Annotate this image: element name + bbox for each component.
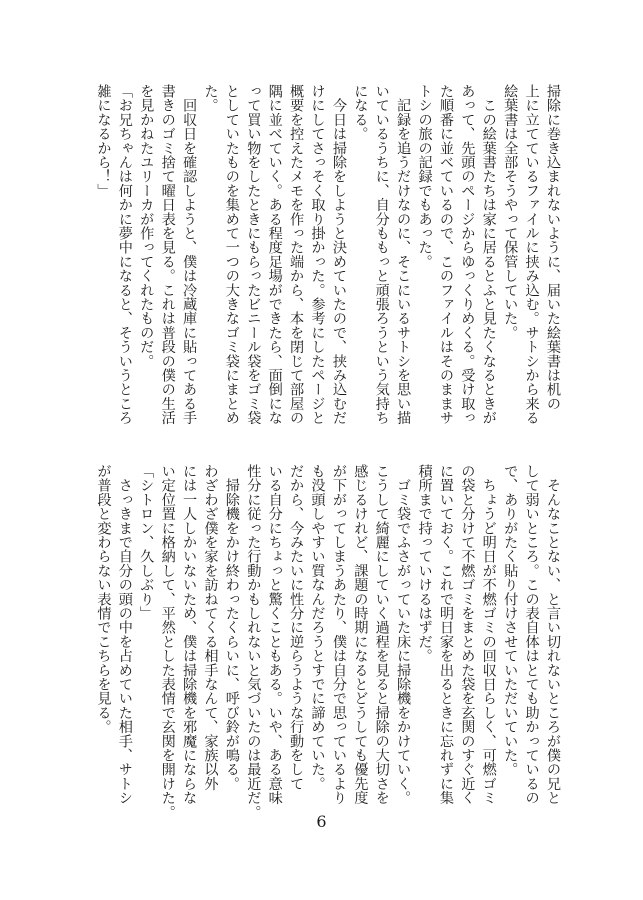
text-line: トシの旅の記録でもあった。 bbox=[416, 84, 433, 269]
text-line: としていたものを集めて一つの大きなゴミ袋にまとめ bbox=[223, 84, 240, 425]
text-line: 「お兄ちゃんは何かに夢中になると、そういうところ bbox=[116, 84, 133, 425]
text-line: 書きのゴミ捨て曜日表を見る。これは普段の僕の生活 bbox=[159, 84, 176, 425]
text-line: 絵葉書は全部そうやって保管していた。 bbox=[502, 84, 519, 340]
text-line: の袋と分けて不燃ゴミをまとめた袋を玄関のすぐ近く bbox=[459, 464, 476, 805]
text-line: で、ありがたく貼り付けさせていただいていた。 bbox=[502, 464, 519, 777]
text-line: 隅に並べていく。ある程度足場ができたら、面倒にな bbox=[266, 84, 283, 425]
text-line: いているうちに、自分ももっと頑張ろうという気持ち bbox=[373, 84, 390, 425]
text-line: 概要を控えたメモを作った端から、本を閉じて部屋の bbox=[288, 84, 305, 425]
text-line: になる。 bbox=[352, 84, 369, 141]
text-line: た。 bbox=[202, 84, 219, 113]
text-line: 「シトロン、久しぶり」 bbox=[138, 464, 155, 621]
text-column-top bbox=[83, 84, 563, 424]
text-line: が下がってしまうあたり、僕は自分で思っているより bbox=[330, 464, 347, 805]
text-line: けにしてさっそく取り掛かった。参考にしたページと bbox=[309, 84, 326, 425]
text-line: って買い物をしたときにもらったビニール袋をゴミ袋 bbox=[245, 84, 262, 425]
text-line: 掃除に巻き込まれないように、届いた絵葉書は机の bbox=[545, 84, 561, 411]
text-line: 雑になるから！」 bbox=[95, 84, 112, 198]
text-line: い定位置に格納して、平然とした表情で玄関を開けた。 bbox=[159, 464, 176, 819]
text-line: が普段と変わらない表情でこちらを見る。 bbox=[95, 464, 112, 734]
text-line: ゴミ袋でふさがっていた床に掃除機をかけていく。 bbox=[395, 464, 412, 805]
text-line: た順番に並べているので、このファイルはそのままサ bbox=[437, 84, 454, 425]
text-line: こうして綺麗にしていく過程を見ると掃除の大切さを bbox=[373, 464, 390, 805]
text-line: には一人しかいないため、僕は掃除機を邪魔にならな bbox=[181, 464, 198, 805]
text-line: この絵葉書たちは家に居るとふと見たくなるときが bbox=[480, 84, 497, 425]
text-line: に置いておく。これで明日家を出るときに忘れずに集 bbox=[437, 464, 454, 805]
text-column-bottom bbox=[83, 464, 563, 819]
text-line: 上に立てているファイルに挟み込む。サトシから来る bbox=[523, 84, 540, 425]
text-line: 掃除機をかけ終わったくらいに、呼び鈴が鳴る。 bbox=[223, 464, 240, 791]
text-line: を見かねたユリーカが作ってくれたものだ。 bbox=[138, 84, 155, 368]
text-line: も没頭しやすい質なんだろうとすでに諦めていた。 bbox=[309, 464, 326, 791]
text-line: 感じるけれど、課題の時期になるとどうしても優先度 bbox=[352, 464, 369, 805]
text-line: ちょうど明日が不燃ゴミの回収日らしく、可燃ゴミ bbox=[480, 464, 497, 805]
text-line: 今日は掃除をしようと決めていたので、挟み込むだ bbox=[330, 84, 347, 425]
text-line: そんなことない、と言い切れないところが僕の兄と bbox=[545, 464, 561, 805]
text-line: して弱いところ。この表自体はとても助かっているの bbox=[523, 464, 540, 805]
page-number: 6 bbox=[316, 812, 327, 831]
text-line: だから、今みたいに性分に逆らうような行動をして bbox=[288, 464, 305, 791]
text-line: 積所まで持っていけるはずだ。 bbox=[416, 464, 433, 663]
text-line: わざわざ僕を家を訪ねてくる相手なんて、家族以外 bbox=[202, 464, 219, 791]
text-line: 回収日を確認しようと、僕は冷蔵庫に貼ってある手 bbox=[181, 84, 198, 425]
text-line: あって、先頭のページからゆっくりめくる。受け取っ bbox=[459, 84, 476, 425]
text-line: 性分に従った行動かもしれないと気づいたのは最近だ。 bbox=[245, 464, 262, 819]
text-line: いる自分にちょっと驚くこともある。いや、ある意味 bbox=[266, 464, 283, 805]
text-line: 記録を追うだけなのに、そこにいるサトシを思い描 bbox=[395, 84, 412, 425]
text-line: さっきまで自分の頭の中を占めていた相手、サトシ bbox=[116, 464, 133, 805]
